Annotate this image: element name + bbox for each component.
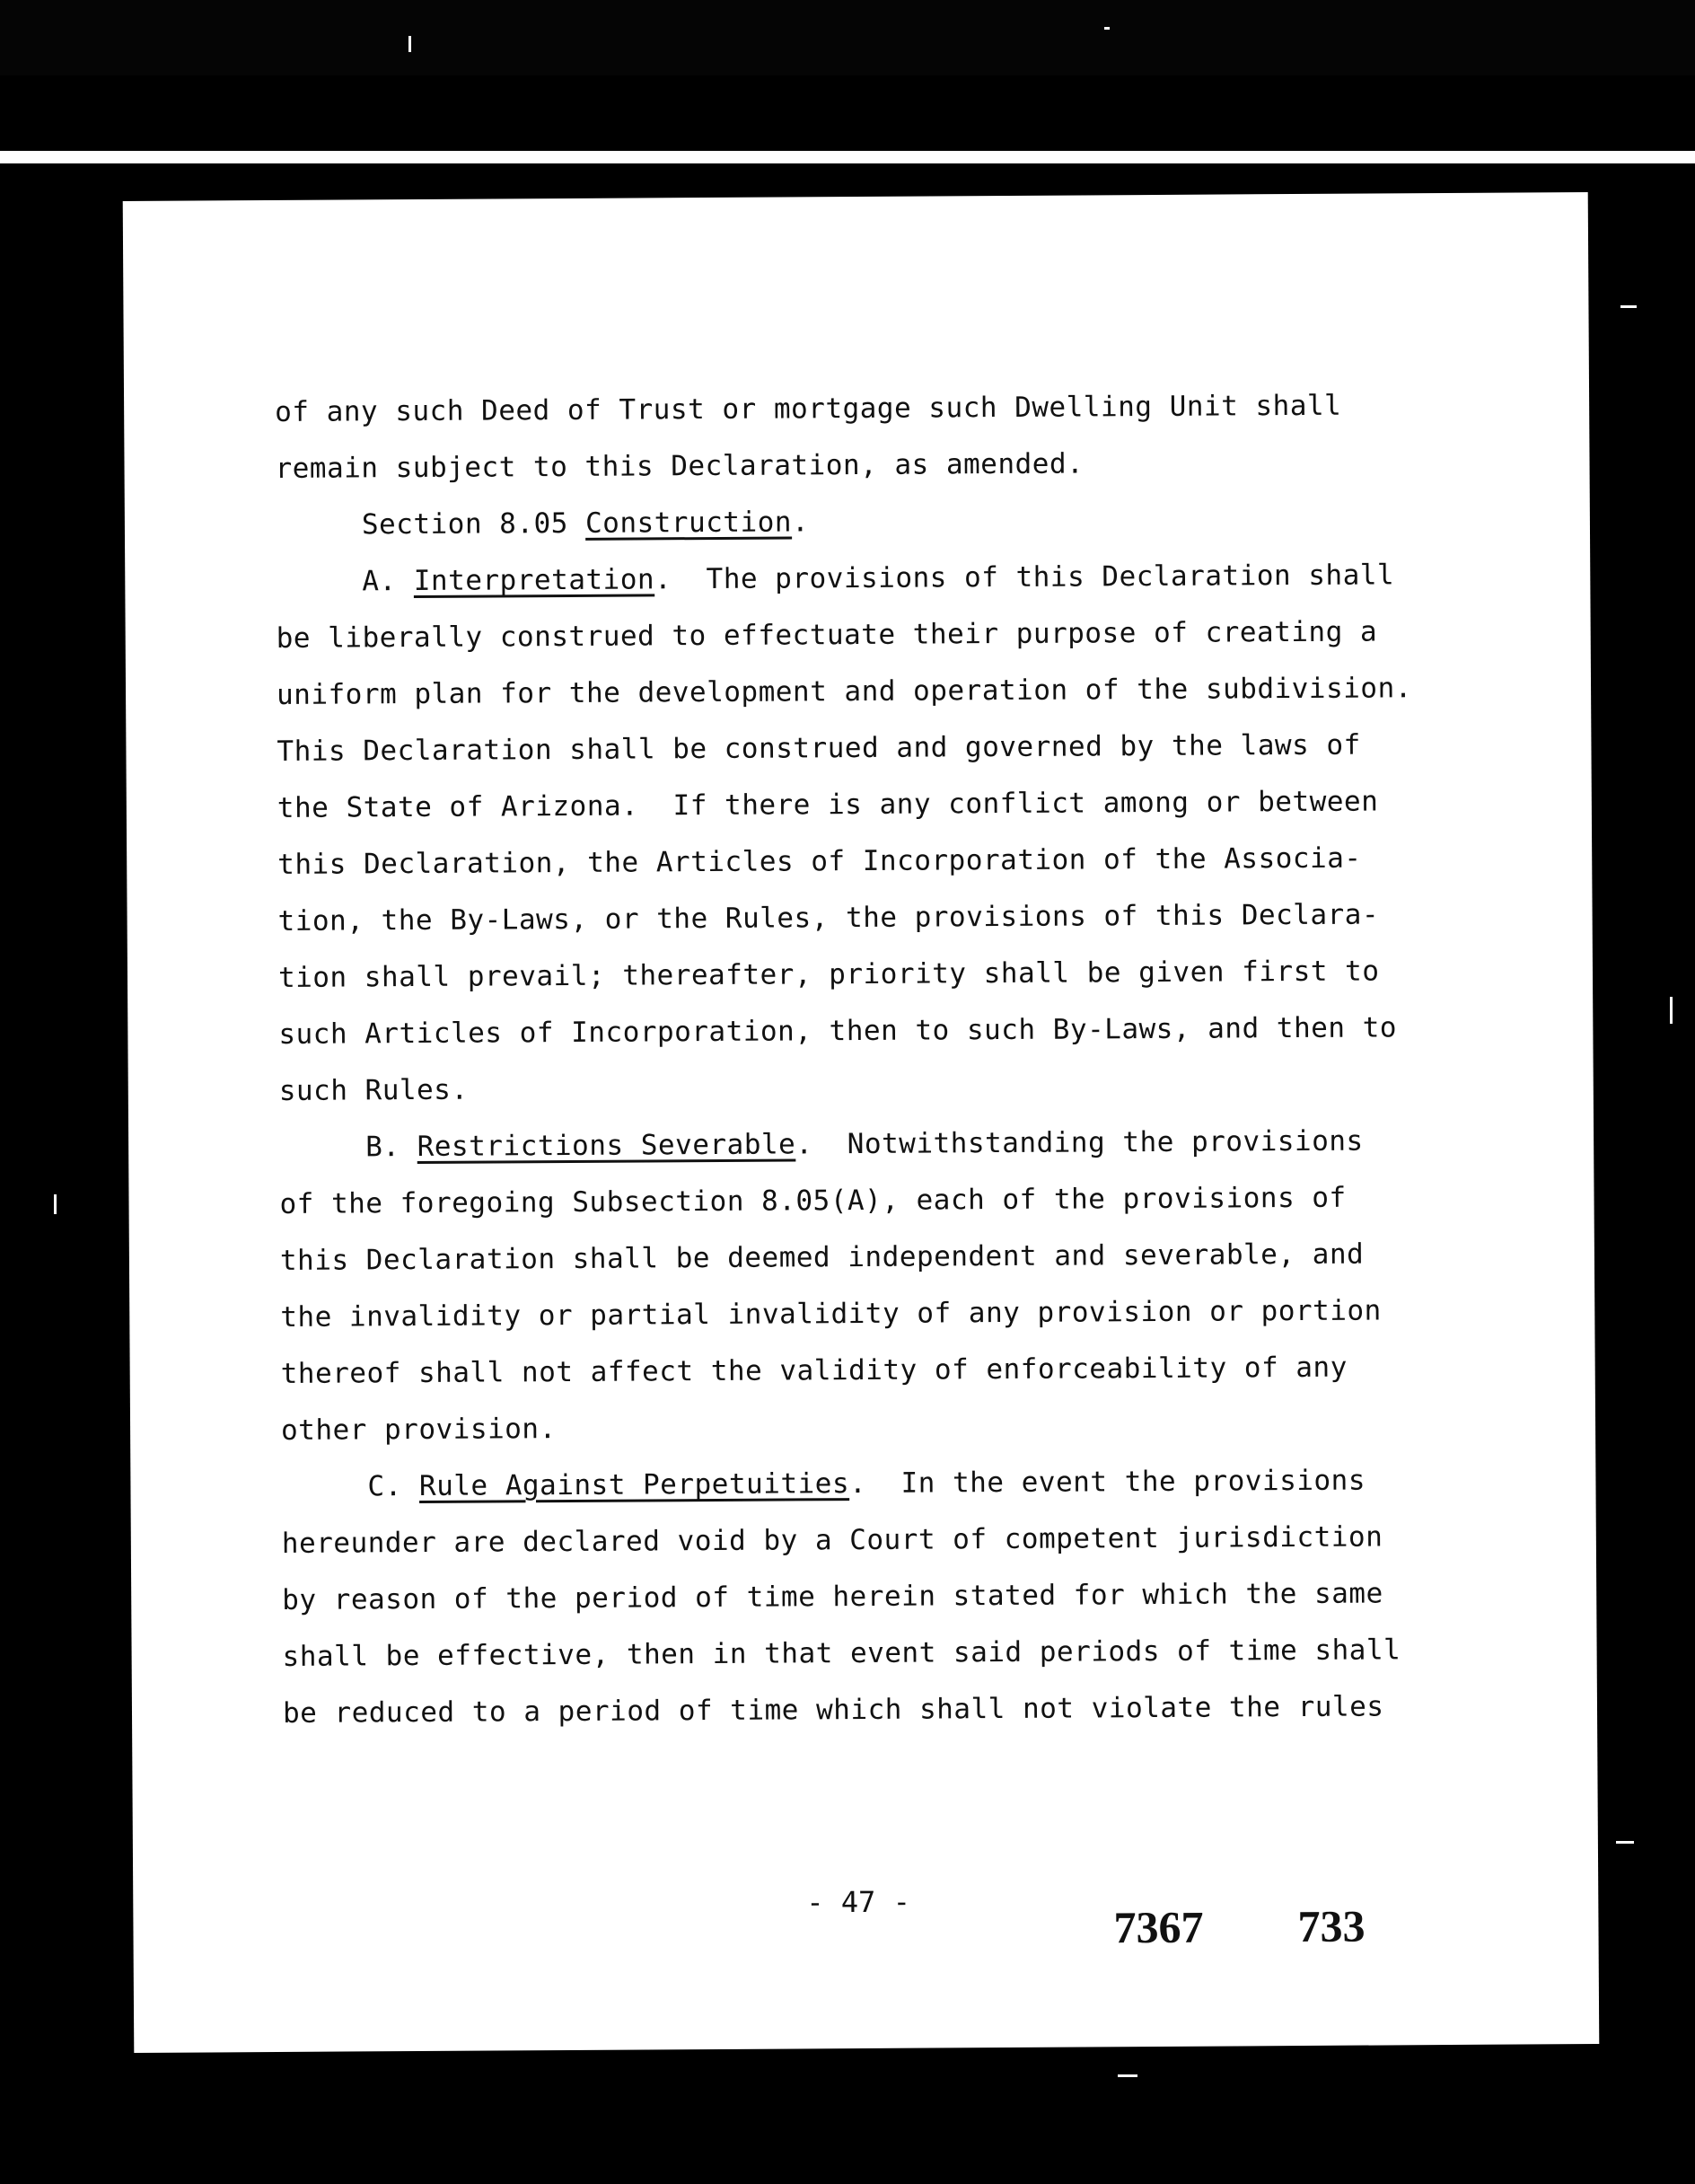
text-line: other provision. xyxy=(280,1413,557,1447)
text-line: thereof shall not affect the validity of enforceability of any xyxy=(280,1351,1348,1390)
text-line: remain subject to this Declaration, as amended. xyxy=(275,447,1085,485)
text-line: This Declaration shall be construed and governed by the laws of xyxy=(277,728,1361,768)
scan-top-band xyxy=(0,0,1695,75)
subsection-letter: B. xyxy=(365,1131,417,1164)
text-line: tion, the By-Laws, or the Rules, the provisions of this Declara- xyxy=(277,898,1380,938)
text-line: of any such Deed of Trust or mortgage such Dwelling Unit shall xyxy=(275,389,1342,428)
subsection-text: . The provisions of this Declaration shall xyxy=(654,559,1395,596)
document-page xyxy=(123,192,1600,2053)
subsection-letter: C. xyxy=(367,1470,420,1503)
scan-speck xyxy=(1670,997,1673,1024)
subsection-c-first-line xyxy=(281,1452,1448,1516)
section-title: Construction xyxy=(584,506,793,540)
page-number: - 47 - xyxy=(806,1884,911,1920)
text-line: hereunder are declared void by a Court of competent jurisdiction xyxy=(281,1520,1383,1560)
subsection-a-first-line xyxy=(276,547,1443,611)
text-line: this Declaration shall be deemed independent and severable, and xyxy=(279,1237,1365,1277)
section-number: Section 8.05 xyxy=(361,506,586,542)
text-line: shall be effective, then in that event said periods of time shall xyxy=(282,1634,1401,1673)
text-line: the invalidity or partial invalidity of any provision or portion xyxy=(280,1294,1382,1334)
section-period: . xyxy=(791,506,810,539)
text-line: be liberally construed to effectuate their purpose of creating a xyxy=(276,615,1378,655)
subsection-title: Rule Against Perpetuities xyxy=(418,1467,850,1503)
recording-stamp-left: 7367 xyxy=(1113,1901,1204,1953)
text-line: by reason of the period of time herein stated for which the same xyxy=(282,1577,1383,1616)
text-line: such Articles of Incorporation, then to such By-Laws, and then to xyxy=(278,1011,1398,1051)
subsection-title: Interpretation xyxy=(413,563,655,598)
scan-speck xyxy=(1616,1841,1634,1844)
text-line: such Rules. xyxy=(278,1073,469,1107)
section-heading xyxy=(276,490,1443,554)
subsection-text: . In the event the provisions xyxy=(848,1464,1366,1501)
subsection-letter: A. xyxy=(362,565,414,598)
subsection-b-first-line xyxy=(279,1113,1446,1176)
subsection-text: . Notwithstanding the provisions xyxy=(795,1124,1364,1161)
scan-speck xyxy=(1620,305,1637,308)
text-line: the State of Arizona. If there is any conflict among or between xyxy=(277,785,1379,824)
scan-speck xyxy=(54,1194,57,1214)
text-line: tion shall prevail; thereafter, priority shall be given first to xyxy=(277,955,1380,994)
body-text xyxy=(275,377,1450,1742)
recording-stamp-right: 733 xyxy=(1297,1900,1366,1952)
text-line: uniform plan for the development and operation of the subdivision. xyxy=(276,672,1412,711)
scan-speck xyxy=(408,36,411,52)
scan-speck xyxy=(1118,2074,1137,2077)
text-line: of the foregoing Subsection 8.05(A), each of the provisions of xyxy=(279,1181,1347,1220)
text-line: this Declaration, the Articles of Incorporation of the Associa- xyxy=(277,841,1362,881)
scan-speck xyxy=(1104,27,1110,30)
subsection-title: Restrictions Severable xyxy=(417,1128,796,1164)
text-line: be reduced to a period of time which shall not violate the rules xyxy=(282,1690,1384,1730)
scan-edge-strip xyxy=(0,151,1695,163)
